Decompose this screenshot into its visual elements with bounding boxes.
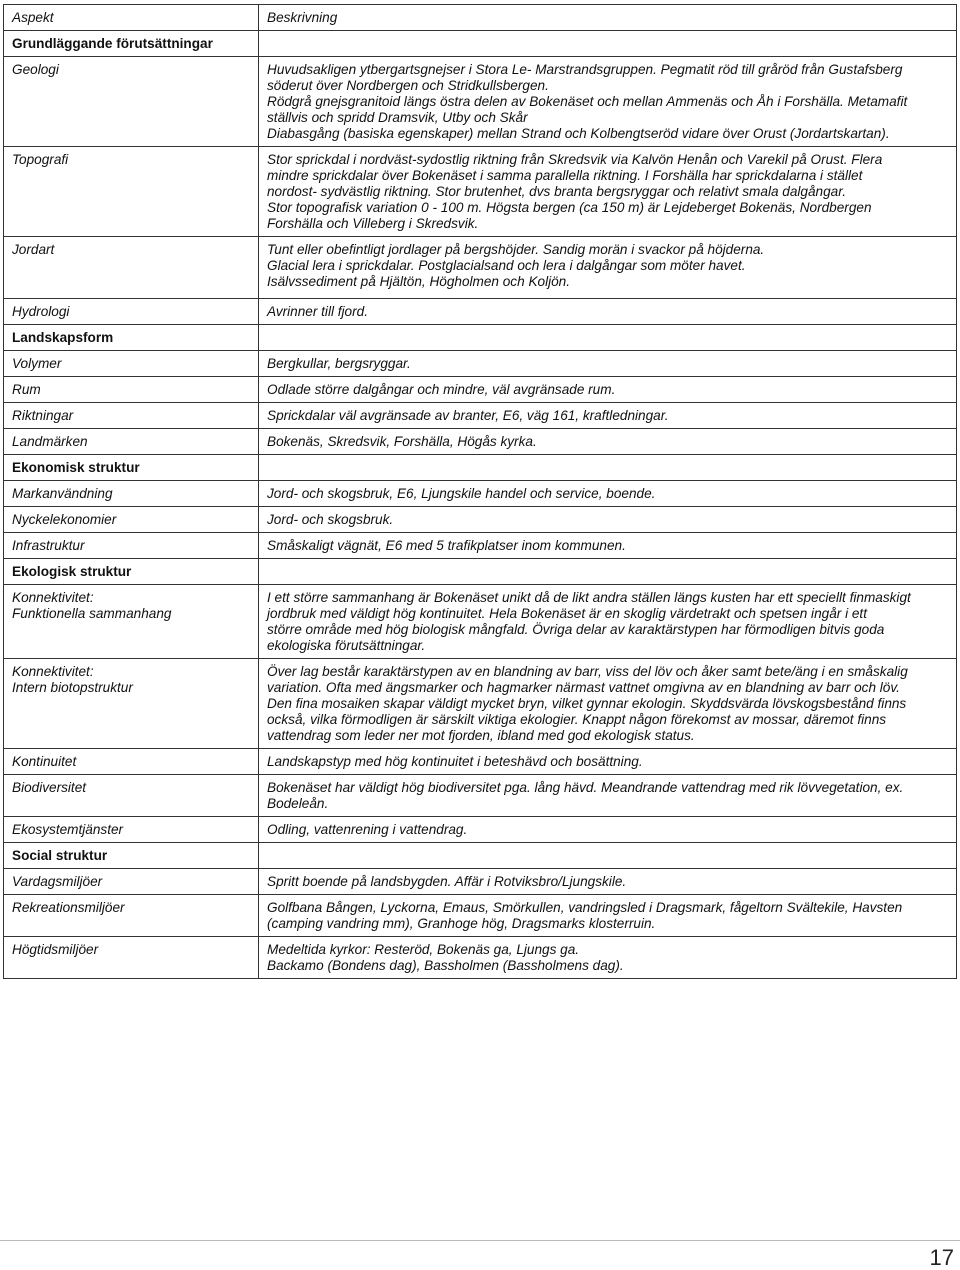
description-line: Jord- och skogsbruk. (267, 512, 394, 527)
section-heading: Landskapsform (4, 325, 259, 351)
section-heading: Ekonomisk struktur (4, 455, 259, 481)
description-cell (259, 325, 957, 351)
description-cell (259, 533, 957, 559)
description-line: Spritt boende på landsbygden. Affär i Rotviksbro/Ljungskile. (267, 874, 627, 889)
description-line: Småskaligt vägnät, E6 med 5 trafikplatser inom kommunen. (267, 538, 626, 553)
description-line: Avrinner till fjord. (267, 304, 368, 319)
section-row (4, 325, 957, 351)
description-header: Beskrivning (259, 5, 957, 31)
aspect-label: Högtidsmiljöer (4, 937, 259, 979)
aspect-label: Topografi (4, 147, 259, 237)
description-line: ekologiska förutsättningar. (267, 638, 426, 653)
description-cell (259, 869, 957, 895)
table-row (4, 299, 957, 325)
aspect-label: Biodiversitet (4, 775, 259, 817)
table-body (4, 5, 957, 979)
description-line: I ett större sammanhang är Bokenäset unikt då de likt andra ställen längs kusten har ett speciellt finmaskigt (267, 590, 911, 605)
description-line: Jord- och skogsbruk, E6, Ljungskile handel och service, boende. (267, 486, 656, 501)
description-line: Stor topografisk variation 0 - 100 m. Högsta bergen (ca 150 m) är Lejdeberget Bokenäs, Nordbergen (267, 200, 872, 215)
section-heading: Grundläggande förutsättningar (4, 31, 259, 57)
description-line: variation. Ofta med ängsmarker och hagmarker närmast vattnet omgivna av en blandning av barr och löv. (267, 680, 900, 695)
description-cell (259, 895, 957, 937)
aspect-label: Volymer (4, 351, 259, 377)
description-line: mindre sprickdalar över Bokenäset i samma parallella riktning. I Forshälla har sprickdalarna i stället (267, 168, 863, 183)
aspect-label: Rekreationsmiljöer (4, 895, 259, 937)
table-row (4, 377, 957, 403)
description-cell (259, 31, 957, 57)
description-cell (259, 585, 957, 659)
description-cell (259, 507, 957, 533)
table-row (4, 57, 957, 147)
table-row (4, 403, 957, 429)
section-heading: Social struktur (4, 843, 259, 869)
description-line: Rödgrå gnejsgranitoid längs östra delen av Bokenäset och mellan Ammenäs och Åh i Forshälla. Metamafit (267, 94, 908, 109)
description-line: Medeltida kyrkor: Resteröd, Bokenäs ga, Ljungs ga. (267, 942, 580, 957)
table-row (4, 937, 957, 979)
description-line: Över lag består karaktärstypen av en blandning av barr, viss del löv och åker samt bete/äng i en småskalig (267, 664, 908, 679)
description-line: också, vilka förmodligen är särskilt viktiga ekologier. Knappt någon förekomst av mossar, däremot finns (267, 712, 887, 727)
table-row (4, 749, 957, 775)
aspect-label: Markanvändning (4, 481, 259, 507)
description-line: Glacial lera i sprickdalar. Postglacialsand och lera i dalgångar som möter havet. (267, 258, 746, 273)
description-line: (camping vandring mm), Granhoge hög, Dragsmarks klosterruin. (267, 916, 656, 931)
description-line: Forshälla och Villeberg i Skredsvik. (267, 216, 479, 231)
section-row (4, 559, 957, 585)
aspect-label: Rum (4, 377, 259, 403)
aspect-label: Infrastruktur (4, 533, 259, 559)
aspect-label: Landmärken (4, 429, 259, 455)
description-line: Odling, vattenrening i vattendrag. (267, 822, 468, 837)
description-line: vattendrag som leder ner mot fjorden, ibland med god ekologisk status. (267, 728, 695, 743)
table-row (4, 237, 957, 299)
description-line: Golfbana Bången, Lyckorna, Emaus, Smörkullen, vandringsled i Dragsmark, fågeltorn Svältekile, Havsten (267, 900, 903, 915)
table-row (4, 481, 957, 507)
section-row (4, 843, 957, 869)
aspect-label: Ekosystemtjänster (4, 817, 259, 843)
footer-rule (0, 1240, 960, 1241)
description-cell (259, 429, 957, 455)
description-line: Stor sprickdal i nordväst-sydostlig riktning från Skredsvik via Kalvön Henån och Varekil på Orust. Flera (267, 152, 883, 167)
table-row (4, 817, 957, 843)
header-row (4, 5, 957, 31)
table-row (4, 429, 957, 455)
section-row (4, 31, 957, 57)
table-row (4, 775, 957, 817)
aspect-label: Geologi (4, 57, 259, 147)
description-cell (259, 481, 957, 507)
table-row (4, 585, 957, 659)
section-row (4, 455, 957, 481)
description-cell (259, 403, 957, 429)
description-line: Isälvssediment på Hjältön, Högholmen och Koljön. (267, 274, 571, 289)
description-cell (259, 659, 957, 749)
aspect-header: Aspekt (4, 5, 259, 31)
description-line: Diabasgång (basiska egenskaper) mellan Strand och Kolbengtseröd vidare över Orust (Jordartskartan). (267, 126, 890, 141)
description-line: Backamo (Bondens dag), Bassholmen (Bassholmens dag). (267, 958, 624, 973)
table-row (4, 351, 957, 377)
table-row (4, 869, 957, 895)
description-line: Den fina mosaiken skapar väldigt mycket bryn, vilket gynnar ekologin. Skyddsvärda lövskogsbestånd finns (267, 696, 907, 711)
description-cell (259, 559, 957, 585)
aspect-label: Konnektivitet: Intern biotopstruktur (4, 659, 259, 749)
description-cell (259, 817, 957, 843)
description-cell (259, 377, 957, 403)
description-cell (259, 299, 957, 325)
table-row (4, 895, 957, 937)
description-line: Bokenäs, Skredsvik, Forshälla, Högås kyrka. (267, 434, 537, 449)
aspect-table (3, 4, 957, 979)
description-cell (259, 237, 957, 299)
description-line: Odlade större dalgångar och mindre, väl avgränsade rum. (267, 382, 616, 397)
page-number: 17 (929, 1245, 954, 1270)
description-line: Landskapstyp med hög kontinuitet i beteshävd och bosättning. (267, 754, 643, 769)
aspect-label: Kontinuitet (4, 749, 259, 775)
description-cell (259, 843, 957, 869)
table-row (4, 147, 957, 237)
aspect-label: Hydrologi (4, 299, 259, 325)
aspect-label: Konnektivitet: Funktionella sammanhang (4, 585, 259, 659)
description-line: Tunt eller obefintligt jordlager på bergshöjder. Sandig morän i svackor på höjderna. (267, 242, 765, 257)
description-cell (259, 455, 957, 481)
description-cell (259, 351, 957, 377)
description-line: söderut över Nordbergen och Stridkullsbergen. (267, 78, 549, 93)
description-cell (259, 147, 957, 237)
description-line: jordbruk med väldigt hög kontinuitet. Hela Bokenäset är en skoglig värdetrakt och spetsen ingår i ett (267, 606, 867, 621)
aspect-label: Jordart (4, 237, 259, 299)
description-line: Sprickdalar väl avgränsade av branter, E6, väg 161, kraftledningar. (267, 408, 669, 423)
description-line: Huvudsakligen ytbergartsgnejser i Stora Le- Marstrandsgruppen. Pegmatit röd till gråröd från Gustafsberg (267, 62, 903, 77)
aspect-label: Riktningar (4, 403, 259, 429)
description-line: Bergkullar, bergsryggar. (267, 356, 411, 371)
table-row (4, 659, 957, 749)
section-heading: Ekologisk struktur (4, 559, 259, 585)
description-line: Bodeleån. (267, 796, 329, 811)
description-cell (259, 57, 957, 147)
description-line: nordost- sydvästlig riktning. Stor brutenhet, dvs branta bergsryggar och relativt smala dalgångar. (267, 184, 847, 199)
table-row (4, 507, 957, 533)
table-row (4, 533, 957, 559)
description-cell (259, 749, 957, 775)
aspect-label: Nyckelekonomier (4, 507, 259, 533)
description-line: Bokenäset har väldigt hög biodiversitet pga. lång hävd. Meandrande vattendrag med rik lövvegetation, ex. (267, 780, 904, 795)
description-line: ställvis och spridd Dramsvik, Utby och Skår (267, 110, 528, 125)
description-line: större område med hög biologisk mångfald. Övriga delar av karaktärstypen har förmodligen bitvis goda (267, 622, 885, 637)
description-cell (259, 775, 957, 817)
description-cell (259, 937, 957, 979)
aspect-label: Vardagsmiljöer (4, 869, 259, 895)
